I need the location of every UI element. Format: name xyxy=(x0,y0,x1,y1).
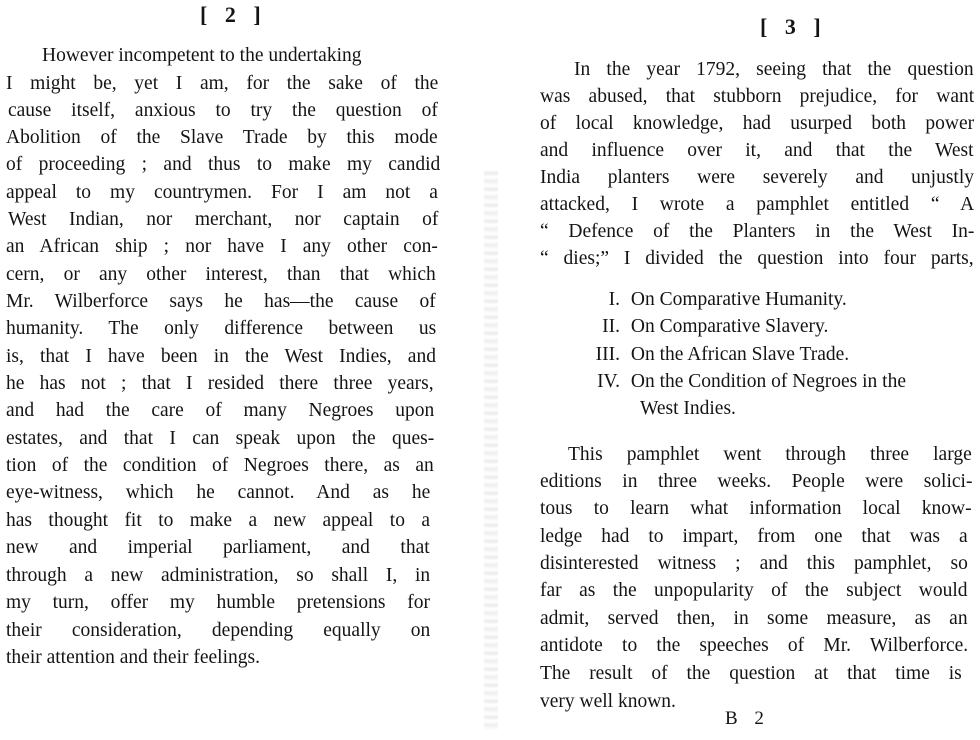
text-line: humanity. The only difference between us xyxy=(6,318,437,339)
list-item xyxy=(574,368,906,395)
book-gutter xyxy=(484,170,498,730)
text-line: my turn, offer my humble pretensions for xyxy=(6,592,430,613)
text-line: tion of the condition of Negroes there, as an xyxy=(6,455,434,476)
text-line: their consideration, depending equally on xyxy=(6,620,431,641)
list-text: On the Condition of Negroes in the xyxy=(630,371,906,392)
list-text: On the African Slave Trade. xyxy=(630,344,850,365)
text-line: However incompetent to the undertaking xyxy=(42,45,362,66)
text-line: has thought fit to make a new appeal to a xyxy=(6,510,431,531)
text-line: Mr. Wilberforce says he has—the cause of xyxy=(6,291,436,312)
text-line: he has not ; that I resided there three years, xyxy=(6,373,434,394)
text-line: I might be, yet I am, for the sake of the xyxy=(6,73,439,94)
text-line: editions in three weeks. People were solici- xyxy=(540,471,973,492)
text-line: their attention and their feelings. xyxy=(6,647,260,668)
text-line: of proceeding ; and thus to make my candid xyxy=(6,154,441,175)
list-text: On Comparative Humanity. xyxy=(630,289,847,310)
text-line: admit, served then, in some measure, as an xyxy=(540,608,968,629)
text-line: is, that I have been in the West Indies, and xyxy=(6,346,436,367)
text-line: far as the unpopularity of the subject would xyxy=(540,580,968,601)
signature-mark: B 2 xyxy=(725,708,770,729)
text-line: Abolition of the Slave Trade by this mode xyxy=(6,127,438,148)
text-line: estates, and that I can speak upon the ques- xyxy=(6,428,435,449)
right-page-number: [ 3 ] xyxy=(760,14,827,39)
list-item xyxy=(592,286,847,313)
list-numeral: IV. xyxy=(597,371,620,392)
text-line: attacked, I wrote a pamphlet entitled “ A xyxy=(540,194,975,215)
text-line: The result of the question at that time is xyxy=(540,663,962,684)
text-line: disinterested witness ; and this pamphlet, so xyxy=(540,553,968,574)
text-line: and had the care of many Negroes upon xyxy=(6,400,435,421)
text-line: an African ship ; nor have I any other con- xyxy=(6,236,438,257)
text-line: In the year 1792, seeing that the question xyxy=(574,59,974,80)
text-line: “ Defence of the Planters in the West In- xyxy=(540,221,975,242)
text-line: antidote to the speeches of Mr. Wilberforce. xyxy=(540,635,969,656)
list-numeral: I. xyxy=(608,289,620,310)
list-numeral: III. xyxy=(595,344,620,365)
text-line: cern, or any other interest, than that which xyxy=(6,264,436,285)
text-line: “ dies;” I divided the question into four parts, xyxy=(540,248,974,269)
list-item xyxy=(572,341,849,368)
text-line: ledge had to impart, from one that was a xyxy=(540,526,968,547)
list-numeral: II. xyxy=(602,316,620,337)
text-line: This pamphlet went through three large xyxy=(568,444,972,465)
text-line: eye-witness, which he cannot. And as he xyxy=(6,482,431,503)
list-continuation: West Indies. xyxy=(640,398,736,419)
text-line: through a new administration, so shall I, in xyxy=(6,565,431,586)
text-line: new and imperial parliament, and that xyxy=(6,537,430,558)
text-line: and influence over it, and that the West xyxy=(540,140,974,161)
text-line: appeal to my countrymen. For I am not a xyxy=(6,182,438,203)
text-line: was abused, that stubborn prejudice, for want xyxy=(540,86,975,107)
list-text: On Comparative Slavery. xyxy=(630,316,829,337)
text-line: cause itself, anxious to try the question of xyxy=(8,100,438,121)
text-line: tous to learn what information local know- xyxy=(540,498,972,519)
text-line: India planters were severely and unjustly xyxy=(540,167,975,188)
text-line: of local knowledge, had usurped both power xyxy=(540,113,975,134)
list-item xyxy=(582,313,828,340)
text-line: West Indian, nor merchant, nor captain of xyxy=(8,209,439,230)
left-page-number: [ 2 ] xyxy=(200,2,267,27)
text-line: very well known. xyxy=(540,691,676,712)
